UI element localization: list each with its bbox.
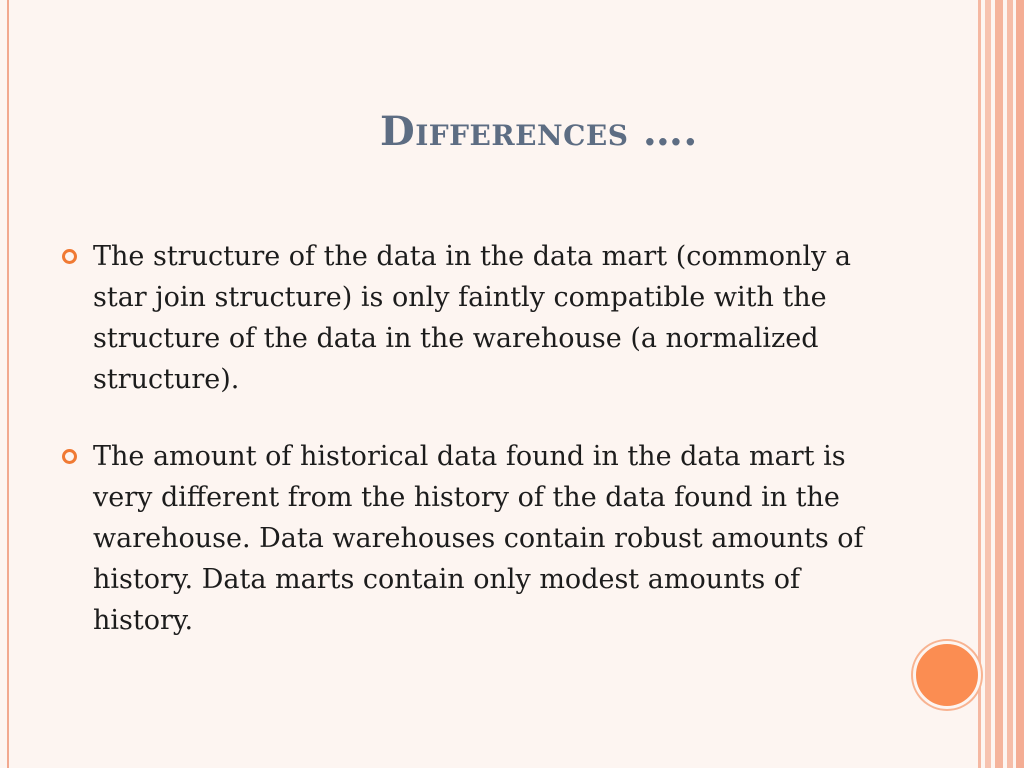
bullet-text: The structure of the data in the data mart (commonly a star join structure) is only faintly compatible with the structure of the data in the warehouse (a normalized structure). [93,241,852,395]
bullet-list [62,236,892,677]
bullet-text: The amount of historical data found in the data mart is very different from the history of the data found in the warehouse. Data warehouses contain robust amounts of history. Data marts contain only modest amounts of history. [93,441,864,636]
decorative-circle [913,641,981,709]
right-border-stripe [978,0,981,768]
bullet-ring-icon [62,449,77,464]
slide-title: Differences …. [380,108,698,155]
right-border-stripe [995,0,1003,768]
bullet-ring-icon [62,249,77,264]
bullet-item [62,236,892,400]
right-border-stripe [1007,0,1013,768]
right-border-stripe [985,0,991,768]
left-border-line [7,0,9,768]
bullet-item [62,436,892,641]
right-border-stripe [1016,0,1024,768]
